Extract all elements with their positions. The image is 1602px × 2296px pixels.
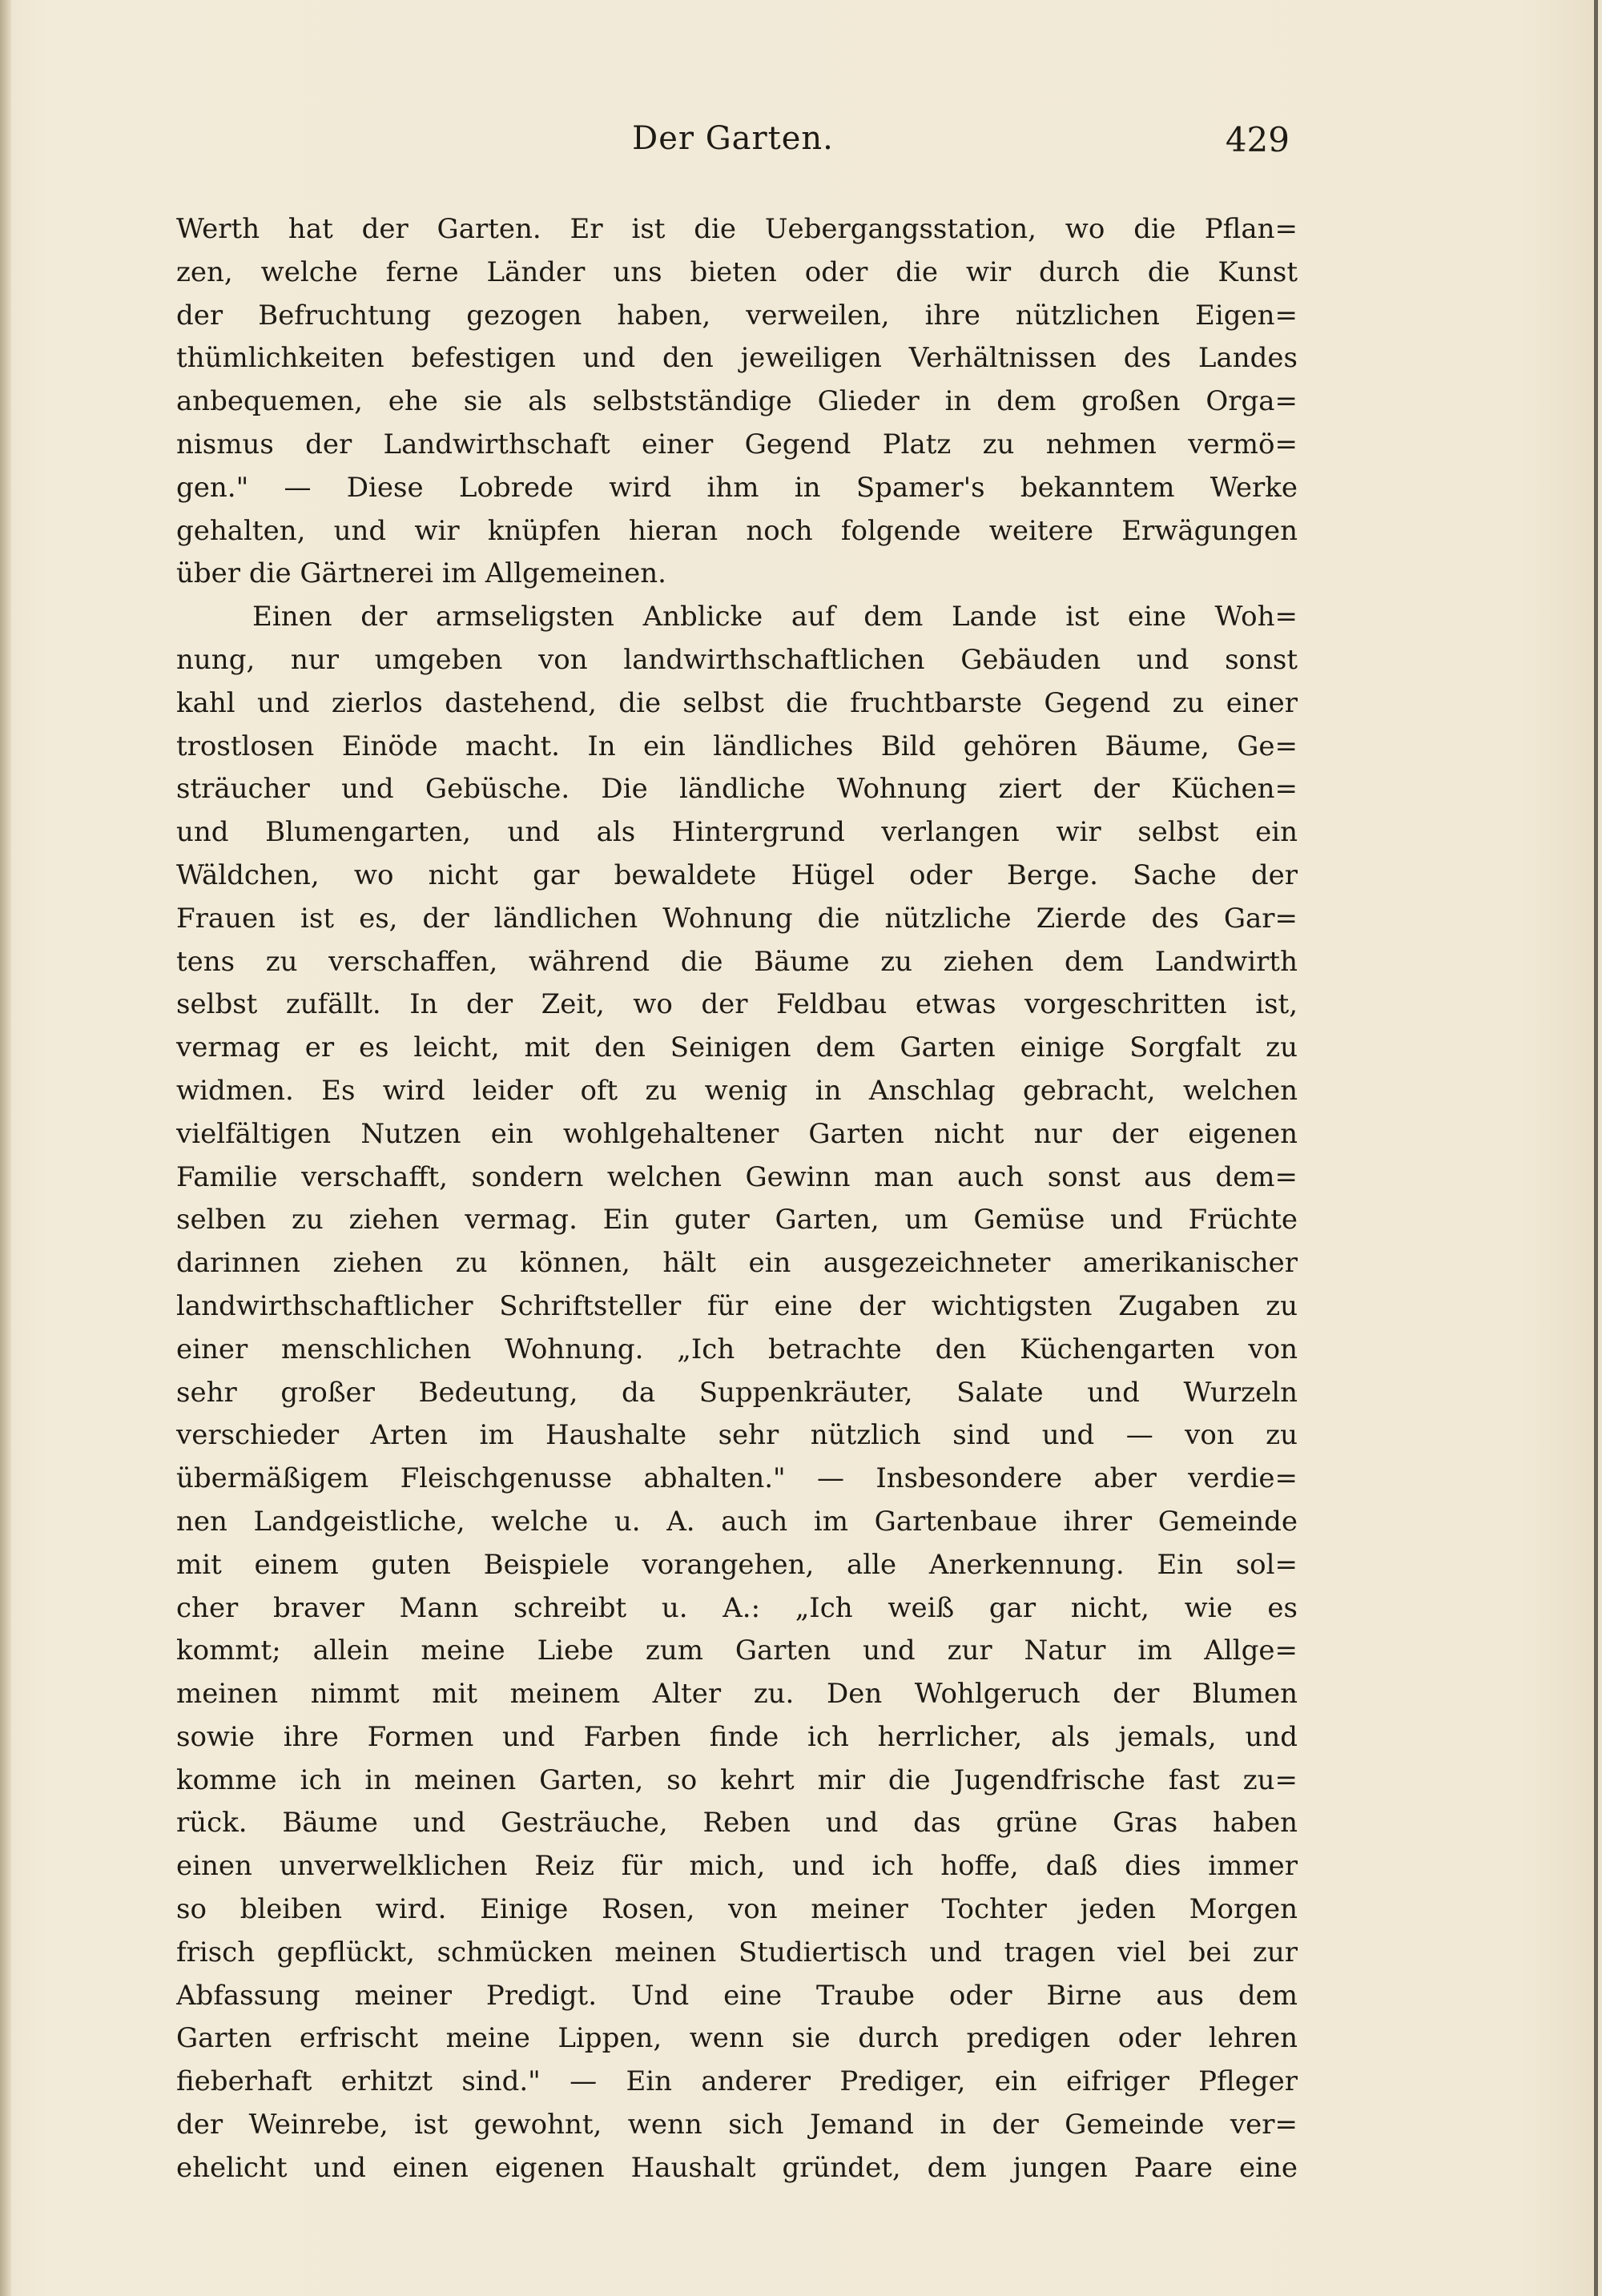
text-line: selben zu ziehen vermag. Ein guter Garten, um Gemüse und Früchte — [176, 1204, 1298, 1236]
text-line: ehelicht und einen eigenen Haushalt gründet, dem jungen Paare eine — [176, 2151, 1298, 2184]
text-line: komme ich in meinen Garten, so kehrt mir die Jugendfrische fast zu= — [176, 1763, 1298, 1796]
text-line: einen unverwelklichen Reiz für mich, und ich hoffe, daß dies immer — [176, 1850, 1298, 1883]
text-line: und Blumengarten, und als Hintergrund verlangen wir selbst ein — [176, 816, 1298, 849]
text-line: cher braver Mann schreibt u. A.: „Ich weiß gar nicht, wie es — [176, 1591, 1298, 1624]
text-line: übermäßigem Fleischgenusse abhalten." — Insbesondere aber verdie= — [176, 1462, 1298, 1495]
text-line: nen Landgeistliche, welche u. A. auch im Gartenbaue ihrer Gemeinde — [176, 1505, 1298, 1538]
text-line: über die Gärtnerei im Allgemeinen. — [176, 557, 666, 590]
text-line: verschieder Arten im Haushalte sehr nützlich sind und — von zu — [176, 1419, 1298, 1452]
running-title: Der Garten. — [632, 120, 834, 157]
text-line: der Weinrebe, ist gewohnt, wenn sich Jemand in der Gemeinde ver= — [176, 2109, 1298, 2141]
text-line: kahl und zierlos dastehend, die selbst die fruchtbarste Gegend zu einer — [176, 686, 1298, 719]
text-line: Einen der armseligsten Anblicke auf dem Lande ist eine Woh= — [252, 601, 1298, 633]
text-line: Abfassung meiner Predigt. Und eine Traube oder Birne aus dem — [176, 1979, 1298, 2012]
text-line: vielfältigen Nutzen ein wohlgehaltener Garten nicht nur der eigenen — [176, 1117, 1298, 1150]
text-line: fieberhaft erhitzt sind." — Ein anderer Prediger, ein eifriger Pfleger — [176, 2065, 1298, 2098]
text-line: nung, nur umgeben von landwirthschaftlichen Gebäuden und sonst — [176, 643, 1298, 676]
text-line: trostlosen Einöde macht. In ein ländliches Bild gehören Bäume, Ge= — [176, 730, 1298, 762]
body-text — [176, 208, 1298, 2190]
text-line: Familie verschafft, sondern welchen Gewinn man auch sonst aus dem= — [176, 1160, 1298, 1193]
text-line: einer menschlichen Wohnung. „Ich betrachte den Küchengarten von — [176, 1333, 1298, 1365]
text-line: nismus der Landwirthschaft einer Gegend Platz zu nehmen vermö= — [176, 428, 1298, 460]
text-line: so bleiben wird. Einige Rosen, von meiner Tochter jeden Morgen — [176, 1893, 1298, 1926]
text-line: Wäldchen, wo nicht gar bewaldete Hügel oder Berge. Sache der — [176, 858, 1298, 891]
text-line: anbequemen, ehe sie als selbstständige Glieder in dem großen Orga= — [176, 385, 1298, 418]
text-line: frisch gepflückt, schmücken meinen Studiertisch und tragen viel bei zur — [176, 1936, 1298, 1968]
text-line: meinen nimmt mit meinem Alter zu. Den Wohlgeruch der Blumen — [176, 1678, 1298, 1711]
page-edge — [1594, 0, 1598, 2296]
text-line: mit einem guten Beispiele vorangehen, alle Anerkennung. Ein sol= — [176, 1548, 1298, 1581]
text-line: gen." — Diese Lobrede wird ihm in Spamer's bekanntem Werke — [176, 471, 1298, 504]
text-line: sowie ihre Formen und Farben finde ich herrlicher, als jemals, und — [176, 1720, 1298, 1753]
text-line: kommt; allein meine Liebe zum Garten und zur Natur im Allge= — [176, 1635, 1298, 1667]
page-binding-shadow — [0, 0, 11, 2296]
text-line: landwirthschaftlicher Schriftsteller für eine der wichtigsten Zugaben zu — [176, 1289, 1298, 1322]
text-line: tens zu verschaffen, während die Bäume zu ziehen dem Landwirth — [176, 945, 1298, 978]
text-line: darinnen ziehen zu können, hält ein ausgezeichneter amerikanischer — [176, 1247, 1298, 1280]
page-header — [176, 120, 1290, 168]
text-line: sträucher und Gebüsche. Die ländliche Wohnung ziert der Küchen= — [176, 773, 1298, 806]
text-line: Werth hat der Garten. Er ist die Uebergangsstation, wo die Pflan= — [176, 213, 1298, 245]
text-line: sehr großer Bedeutung, da Suppenkräuter, Salate und Wurzeln — [176, 1376, 1298, 1409]
text-line: widmen. Es wird leider oft zu wenig in Anschlag gebracht, welchen — [176, 1074, 1298, 1107]
text-line: vermag er es leicht, mit den Seinigen dem Garten einige Sorgfalt zu — [176, 1031, 1298, 1064]
text-line: rück. Bäume und Gesträuche, Reben und das grüne Gras haben — [176, 1807, 1298, 1840]
text-line: Frauen ist es, der ländlichen Wohnung die nützliche Zierde des Gar= — [176, 902, 1298, 935]
text-line: zen, welche ferne Länder uns bieten oder die wir durch die Kunst — [176, 255, 1298, 288]
text-line: gehalten, und wir knüpfen hieran noch folgende weitere Erwägungen — [176, 514, 1298, 547]
text-line: selbst zufällt. In der Zeit, wo der Feldbau etwas vorgeschritten ist, — [176, 988, 1298, 1021]
text-line: der Befruchtung gezogen haben, verweilen, ihre nützlichen Eigen= — [176, 299, 1298, 332]
page-number: 429 — [1225, 120, 1290, 159]
text-line: Garten erfrischt meine Lippen, wenn sie durch predigen oder lehren — [176, 2022, 1298, 2055]
text-line: thümlichkeiten befestigen und den jeweiligen Verhältnissen des Landes — [176, 342, 1298, 375]
